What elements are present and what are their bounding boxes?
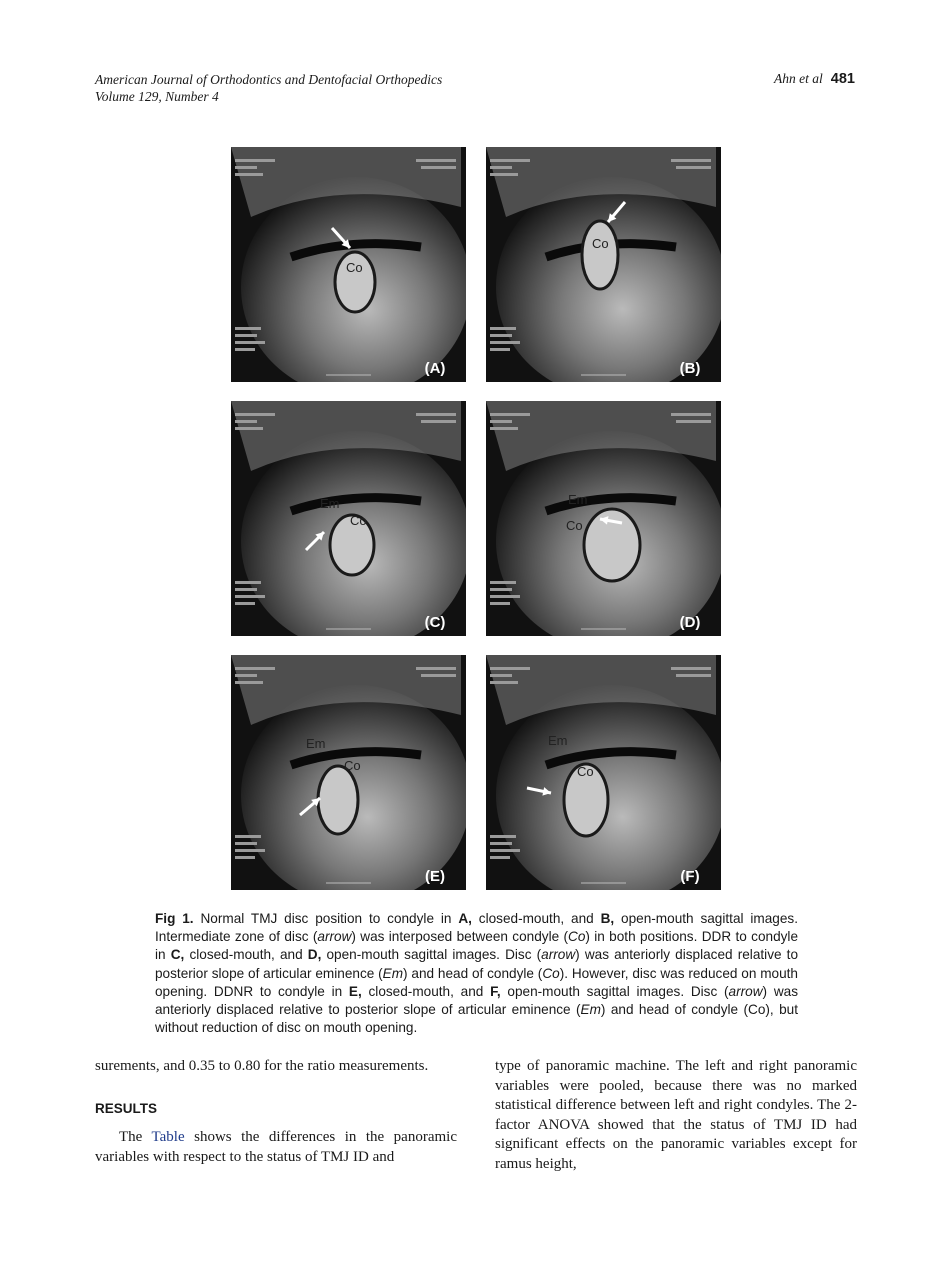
panel-label: (A) [424, 360, 446, 377]
section-heading-results: RESULTS [95, 1100, 158, 1116]
mri-image [231, 401, 466, 636]
anatomy-label: Co [577, 764, 594, 779]
anatomy-label: Co [566, 518, 583, 533]
table-link[interactable]: Table [151, 1129, 185, 1145]
mri-image [231, 147, 466, 382]
panel-label: (B) [679, 360, 701, 377]
body-paragraph: The Table shows the differences in the panoramic variables with respect to the status of TMJ ID and [95, 1129, 457, 1165]
anatomy-label: Co [350, 513, 367, 528]
page-number: 481 [830, 71, 855, 87]
author-line: Ahn et al [774, 71, 823, 86]
anatomy-label: Em [306, 736, 326, 751]
body-column-left [95, 1057, 457, 1167]
journal-title: American Journal of Orthodontics and Dentofacial Orthopedics [95, 72, 443, 87]
anatomy-label: Co [344, 758, 361, 773]
mri-image [486, 147, 721, 382]
panel-label: (C) [424, 614, 446, 631]
anatomy-label: Co [346, 260, 363, 275]
panel-label: (E) [425, 868, 445, 885]
anatomy-label: Co [592, 236, 609, 251]
mri-panel [486, 147, 721, 382]
body-paragraph: type of panoramic machine. The left and right panoramic variables were pooled, because there was no marked statistical difference between left and right condyles. The 2-factor ANOVA showed that the status of TMJ ID had significant effects on the panoramic variables except for ramus height, [495, 1058, 857, 1172]
running-header-journal [95, 71, 442, 105]
mri-image [231, 655, 466, 890]
anatomy-label: Em [320, 496, 340, 511]
figure-label: Fig 1. [155, 911, 194, 926]
running-header-right [774, 71, 855, 87]
anatomy-label: Em [548, 733, 568, 748]
mri-panel [486, 401, 721, 636]
mri-image [486, 401, 721, 636]
mri-panel [231, 147, 466, 382]
panel-label: (D) [679, 614, 701, 631]
body-paragraph: surements, and 0.35 to 0.80 for the ratio measurements. [95, 1058, 429, 1074]
panel-label: (F) [680, 868, 700, 885]
journal-volume: Volume 129, Number 4 [95, 89, 219, 104]
anatomy-label: Em [568, 492, 588, 507]
mri-panel [231, 655, 466, 890]
mri-image [486, 655, 721, 890]
body-column-right [495, 1057, 857, 1174]
mri-panel [486, 655, 721, 890]
figure-caption: Fig 1. Normal TMJ disc position to condyle in A, closed-mouth, and B, open-mouth sagittal images. Intermediate zone of disc (arrow) was interposed between condyle (Co) in both positions. DDR to condyle in C, closed-mouth, and D, open-mouth sagittal images. Disc (arrow) was anteriorly displaced relative to posterior slope of articular eminence (Em) and head of condyle (Co). However, disc was reduced on mouth opening. DDNR to condyle in E, closed-mouth, and F, open-mouth sagittal images. Disc (arrow) was anteriorly displaced relative to posterior slope of articular eminence (Em) and head of condyle (Co), but without reduction of disc on mouth opening. [155, 911, 799, 1036]
mri-panel [231, 401, 466, 636]
